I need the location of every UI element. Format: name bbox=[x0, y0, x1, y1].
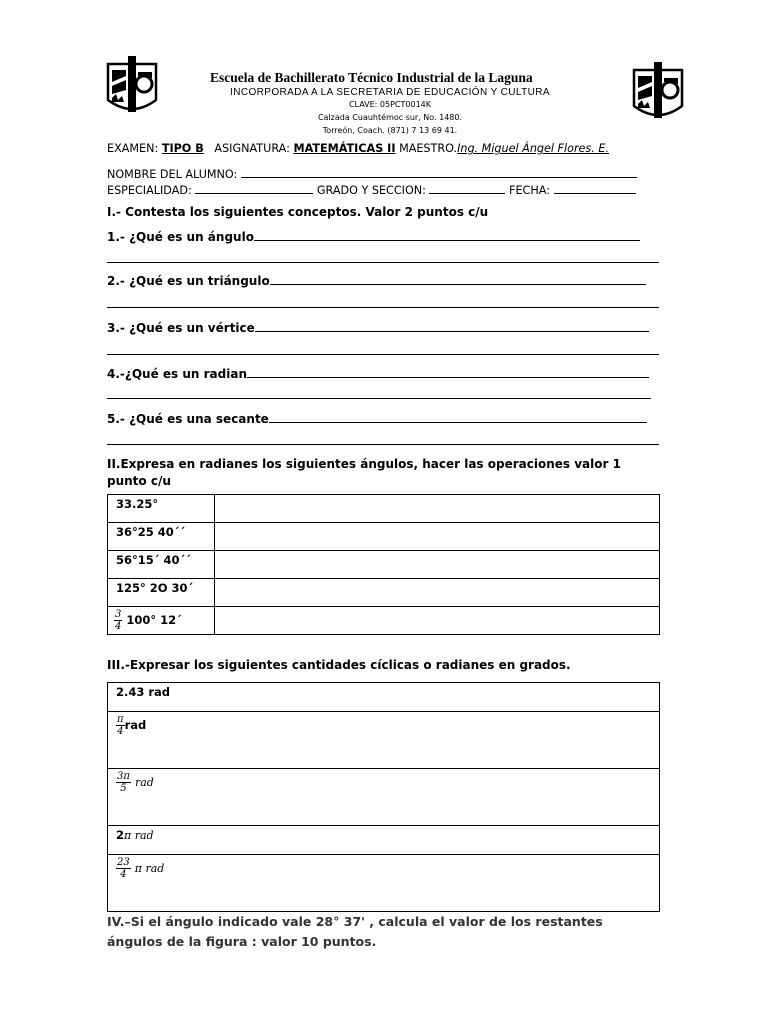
answer-cell[interactable] bbox=[215, 551, 660, 579]
question-4-label: 4.-¿Qué es un radian bbox=[107, 367, 247, 381]
answer-4-field[interactable] bbox=[247, 366, 649, 378]
quantity-cell: 2π rad bbox=[108, 826, 660, 855]
angle-cell: 125° 2O 30´ bbox=[108, 579, 215, 607]
table-row bbox=[108, 855, 660, 912]
quantity-cell: $\frac{\pi}{4}$ rad bbox=[108, 712, 660, 769]
specialty-field[interactable] bbox=[195, 182, 313, 194]
question-2 bbox=[107, 273, 646, 288]
school-header bbox=[160, 70, 620, 137]
question-1-label: 1.- ¿Qué es un ángulo bbox=[107, 230, 254, 244]
section-4-line-1: IV.–Si el ángulo indicado vale 28° 37' , calcula el valor de los restantes bbox=[107, 914, 603, 929]
maestro-label: MAESTRO. bbox=[399, 142, 458, 155]
school-clave: CLAVE: 05PCT0014K bbox=[348, 100, 432, 109]
section-3-table bbox=[107, 682, 660, 912]
exam-type: TIPO B bbox=[161, 142, 204, 155]
table-row bbox=[108, 523, 660, 551]
section-2-table bbox=[107, 494, 660, 635]
answer-5-field[interactable] bbox=[269, 411, 647, 423]
school-logo-left bbox=[106, 56, 158, 118]
fraction-3pi-over-5: $\frac{3\pi}{5}$ bbox=[117, 771, 130, 794]
fraction-three-quarters: $\frac{3}{4}$ bbox=[115, 609, 122, 632]
teacher-name: Ing. Miguel Ángel Flores. E. bbox=[457, 142, 609, 155]
answer-cell[interactable] bbox=[215, 523, 660, 551]
question-5 bbox=[107, 411, 647, 426]
school-city-phone: Torreón, Coach. (871) 7 13 69 41. bbox=[322, 126, 458, 135]
question-4 bbox=[107, 366, 649, 381]
angle-cell: 33.25° bbox=[108, 495, 215, 523]
exam-info-line bbox=[107, 142, 609, 155]
examen-label: EXAMEN: bbox=[107, 142, 159, 155]
school-name: Escuela de Bachillerato Técnico Industrial de la Laguna bbox=[210, 70, 533, 85]
school-address: Calzada Cuauhtémoc sur, No. 1480. bbox=[317, 113, 463, 122]
fraction-pi-over-4: $\frac{\pi}{4}$ bbox=[117, 714, 124, 737]
date-label: FECHA: bbox=[509, 184, 551, 197]
angle-cell: 36°25 40´´ bbox=[108, 523, 215, 551]
question-3 bbox=[107, 320, 649, 335]
answer-5-line[interactable] bbox=[107, 444, 659, 445]
fraction-23-over-4: $\frac{23}{4}$ bbox=[117, 857, 130, 880]
answer-cell[interactable] bbox=[215, 607, 660, 635]
question-2-label: 2.- ¿Qué es un triángulo bbox=[107, 274, 270, 288]
answer-2-line[interactable] bbox=[107, 307, 659, 308]
quantity-cell: $\frac{23}{4}$ π rad bbox=[108, 855, 660, 912]
student-name-field[interactable] bbox=[241, 166, 637, 178]
table-row bbox=[108, 712, 660, 769]
answer-3-line[interactable] bbox=[107, 354, 659, 355]
answer-2-field[interactable] bbox=[270, 273, 646, 285]
table-row bbox=[108, 683, 660, 712]
section-3-title: III.-Expresar los siguientes cantidades cíclicas o radianes en grados. bbox=[107, 658, 571, 672]
specialty-label: ESPECIALIDAD: bbox=[107, 184, 192, 197]
question-5-label: 5.- ¿Qué es una secante bbox=[107, 412, 269, 426]
grade-section-field[interactable] bbox=[429, 182, 505, 194]
angle-cell: $\frac{3}{4}$ 100° 12´ bbox=[108, 607, 215, 635]
section-4-line-2: ángulos de la figura : valor 10 puntos. bbox=[107, 934, 377, 949]
subject-name: MATEMÁTICAS II bbox=[293, 142, 396, 155]
section-1-title: I.- Contesta los siguientes conceptos. Valor 2 puntos c/u bbox=[107, 205, 489, 219]
table-row bbox=[108, 579, 660, 607]
table-row bbox=[108, 826, 660, 855]
student-name-line bbox=[107, 166, 637, 181]
table-row bbox=[108, 607, 660, 635]
answer-cell[interactable] bbox=[215, 495, 660, 523]
incorporation-text: INCORPORADA A LA SECRETARIA DE EDUCACIÓN Y CULTURA bbox=[230, 87, 550, 98]
table-row bbox=[108, 551, 660, 579]
grade-section-label: GRADO Y SECCION: bbox=[316, 184, 426, 197]
student-name-label: NOMBRE DEL ALUMNO: bbox=[107, 168, 238, 181]
table-row bbox=[108, 769, 660, 826]
asignatura-label: ASIGNATURA: bbox=[214, 142, 290, 155]
section-4-prompt bbox=[107, 912, 603, 952]
quantity-cell: 2.43 rad bbox=[108, 683, 660, 712]
answer-4-line[interactable] bbox=[107, 398, 651, 399]
angle-cell: 56°15´ 40´´ bbox=[108, 551, 215, 579]
date-field[interactable] bbox=[554, 182, 636, 194]
school-logo-right bbox=[632, 62, 684, 124]
answer-3-field[interactable] bbox=[255, 320, 649, 332]
quantity-cell: $\frac{3\pi}{5}$ rad bbox=[108, 769, 660, 826]
specialty-line bbox=[107, 182, 636, 197]
question-1 bbox=[107, 229, 640, 244]
answer-1-field[interactable] bbox=[254, 229, 640, 241]
answer-1-line[interactable] bbox=[107, 262, 659, 263]
question-3-label: 3.- ¿Qué es un vértice bbox=[107, 321, 255, 335]
answer-cell[interactable] bbox=[215, 579, 660, 607]
table-row bbox=[108, 495, 660, 523]
section-2-title: II.Expresa en radianes los siguientes ángulos, hacer las operaciones valor 1 punto c/u bbox=[107, 457, 621, 488]
